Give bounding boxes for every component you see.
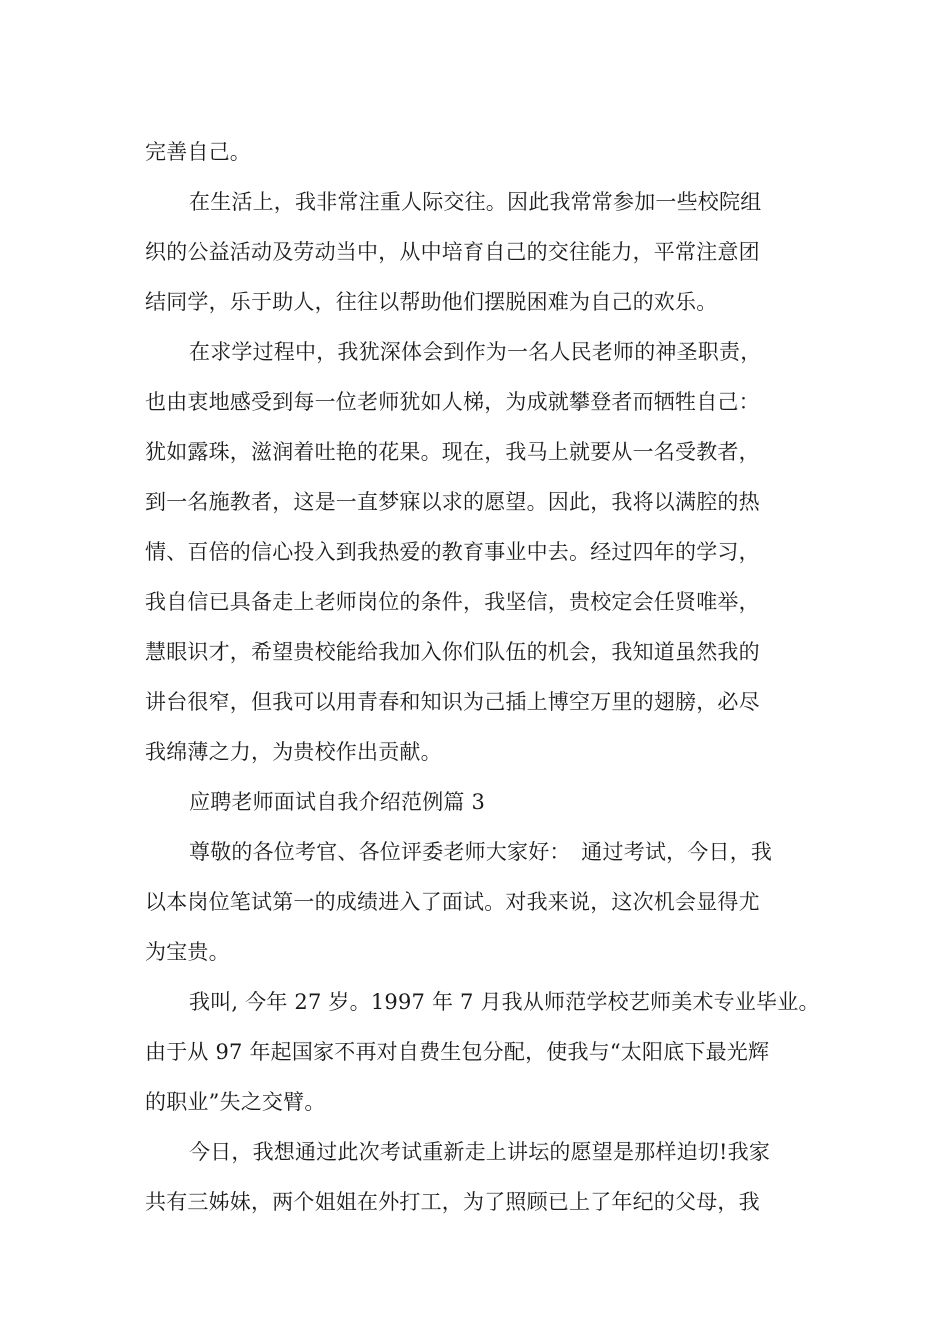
text-line: 共有三姊妹，两个姐姐在外打工，为了照顾已上了年纪的父母，我 [145,1190,760,1214]
paragraph-first-line: 今日，我想通过此次考试重新走上讲坛的愿望是那样迫切!我家 [189,1140,771,1164]
text-line: 的职业”失之交臂。 [145,1090,326,1114]
text-line: 到一名施教者，这是一直梦寐以求的愿望。因此，我将以满腔的热 [145,490,760,514]
text-line: 也由衷地感受到每一位老师犹如人梯，为成就攀登者而牺牲自己： [145,390,760,414]
text-line: 我绵薄之力，为贵校作出贡献。 [145,740,442,764]
text-line: 我自信已具备走上老师岗位的条件，我坚信，贵校定会任贤唯举， [145,590,760,614]
text-line: 犹如露珠，滋润着吐艳的花果。现在，我马上就要从一名受教者， [145,440,760,464]
paragraph-first-line: 我叫, 今年 27 岁。1997 年 7 月我从师范学校艺师美术专业毕业。 [189,990,820,1014]
paragraph-first-line: 尊敬的各位考官、各位评委老师大家好： 通过考试，今日，我 [189,840,773,864]
text-line: 由于从 97 年起国家不再对自费生包分配，使我与“太阳底下最光辉 [145,1040,770,1064]
paragraph-first-line: 在生活上，我非常注重人际交往。因此我常常参加一些校院组 [189,190,762,214]
text-line: 结同学，乐于助人，往往以帮助他们摆脱困难为自己的欢乐。 [145,290,718,314]
text-line: 慧眼识才，希望贵校能给我加入你们队伍的机会，我知道虽然我的 [145,640,760,664]
text-line: 织的公益活动及劳动当中，从中培育自己的交往能力，平常注意团 [145,240,760,264]
text-line: 讲台很窄，但我可以用青春和知识为己插上博空万里的翅膀，必尽 [145,690,760,714]
section-heading: 应聘老师面试自我介绍范例篇 3 [189,790,486,814]
text-line: 完善自己。 [145,140,251,164]
text-line: 以本岗位笔试第一的成绩进入了面试。对我来说，这次机会显得尤 [145,890,760,914]
text-line: 为宝贵。 [145,940,230,964]
paragraph-first-line: 在求学过程中，我犹深体会到作为一名人民老师的神圣职责， [189,340,762,364]
text-line: 情、百倍的信心投入到我热爱的教育事业中去。经过四年的学习， [145,540,760,564]
